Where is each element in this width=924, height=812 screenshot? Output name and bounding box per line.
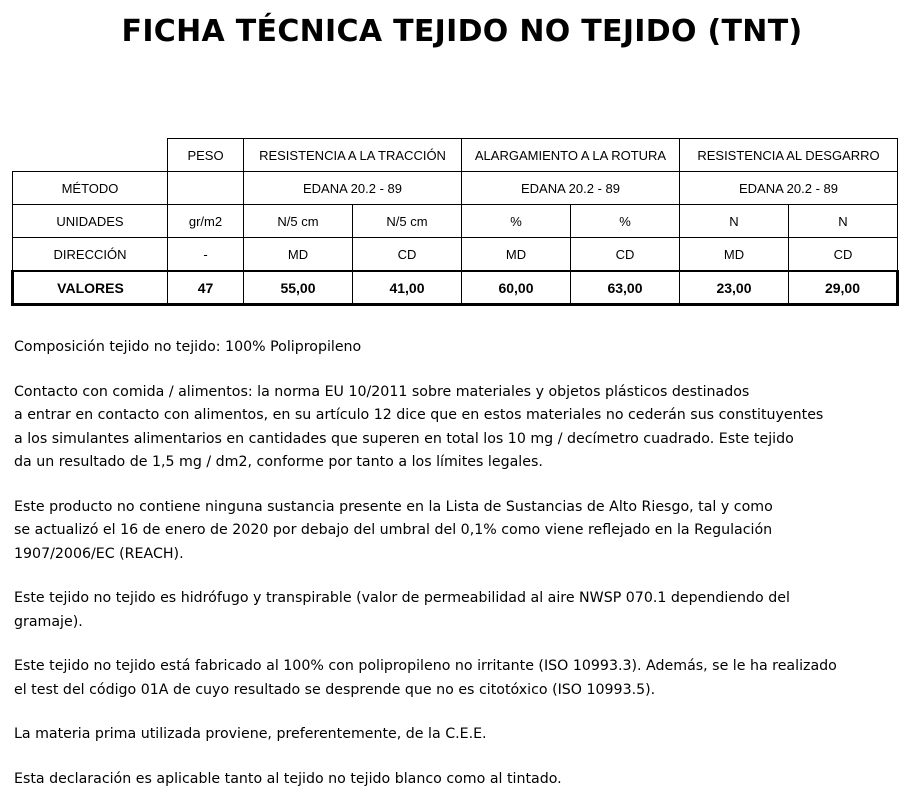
header-peso: PESO xyxy=(168,139,244,172)
metodo-traccion: EDANA 20.2 - 89 xyxy=(244,172,462,205)
metodo-alargamiento: EDANA 20.2 - 89 xyxy=(462,172,680,205)
text-line: Composición tejido no tejido: 100% Polipropileno xyxy=(14,339,362,355)
text-line: a los simulantes alimentarios en cantidades que superen en total los 10 mg / decímetro cuadrado. Este tejido xyxy=(14,430,794,447)
row-label-valores: VALORES xyxy=(13,271,168,305)
paragraph-iso xyxy=(14,655,914,702)
table-cell: MD xyxy=(462,238,571,272)
table-cell: CD xyxy=(353,238,462,272)
table-cell: 63,00 xyxy=(571,271,680,305)
text-line: da un resultado de 1,5 mg / dm2, conforme por tanto a los límites legales. xyxy=(14,454,543,470)
table-cell: N/5 cm xyxy=(353,205,462,238)
table-row-metodo xyxy=(13,172,898,205)
table-cell: N xyxy=(789,205,898,238)
table-cell: MD xyxy=(680,238,789,272)
text-line: el test del código 01A de cuyo resultado se desprende que no es citotóxico (ISO 10993.5). xyxy=(14,681,656,698)
table-cell: 29,00 xyxy=(789,271,898,305)
text-line: Esta declaración es aplicable tanto al tejido no tejido blanco como al tintado. xyxy=(14,770,562,787)
header-traccion: RESISTENCIA A LA TRACCIÓN xyxy=(244,139,462,172)
row-label-metodo: MÉTODO xyxy=(13,172,168,205)
text-line: La materia prima utilizada proviene, preferentemente, de la C.E.E. xyxy=(14,726,487,742)
table-cell: 47 xyxy=(168,271,244,305)
metodo-desgarro: EDANA 20.2 - 89 xyxy=(680,172,898,205)
text-line: 1907/2006/EC (REACH). xyxy=(14,545,184,562)
text-line: Este tejido no tejido es hidrófugo y transpirable (valor de permeabilidad al aire NWSP 070.1 dependiendo del xyxy=(14,590,790,606)
table-cell: N/5 cm xyxy=(244,205,353,238)
table-cell: 41,00 xyxy=(353,271,462,305)
text-line: se actualizó el 16 de enero de 2020 por debajo del umbral del 0,1% como viene reflejado en la Regulación xyxy=(14,522,773,538)
metodo-peso xyxy=(168,172,244,205)
table-cell: gr/m2 xyxy=(168,205,244,238)
table-cell: % xyxy=(462,205,571,238)
table-cell: 23,00 xyxy=(680,271,789,305)
table-cell: CD xyxy=(571,238,680,272)
table-cell: N xyxy=(680,205,789,238)
table-cell: % xyxy=(571,205,680,238)
paragraph-contacto-alimentos xyxy=(14,381,914,475)
paragraph-materia-prima xyxy=(14,723,914,747)
document-body xyxy=(14,336,914,812)
table-row-valores xyxy=(13,271,898,305)
table-cell: 60,00 xyxy=(462,271,571,305)
text-line: a entrar en contacto con alimentos, en su artículo 12 dice que en estos materiales no cederán sus constituyentes xyxy=(14,407,824,423)
text-line: Contacto con comida / alimentos: la norma EU 10/2011 sobre materiales y objetos plásticos destinados xyxy=(14,383,750,400)
spec-table xyxy=(11,138,899,306)
header-blank-cell xyxy=(13,139,168,172)
header-alargamiento: ALARGAMIENTO A LA ROTURA xyxy=(462,139,680,172)
document-title: FICHA TÉCNICA TEJIDO NO TEJIDO (TNT) xyxy=(121,14,803,49)
header-desgarro: RESISTENCIA AL DESGARRO xyxy=(680,139,898,172)
table-cell: MD xyxy=(244,238,353,272)
paragraph-reach xyxy=(14,496,914,567)
paragraph-hidrofugo xyxy=(14,587,914,634)
row-label-direccion: DIRECCIÓN xyxy=(13,238,168,272)
table-header-row xyxy=(13,139,898,172)
text-line: Este producto no contiene ninguna sustancia presente en la Lista de Sustancias de Alto Riesgo, tal y como xyxy=(14,498,773,515)
text-line: gramaje). xyxy=(14,613,83,630)
table-cell: 55,00 xyxy=(244,271,353,305)
table-cell: CD xyxy=(789,238,898,272)
text-line: Este tejido no tejido está fabricado al 100% con polipropileno no irritante (ISO 10993.3). Además, se le ha realizado xyxy=(14,658,837,674)
table-cell: - xyxy=(168,238,244,272)
paragraph-composicion xyxy=(14,336,914,360)
table-row-unidades xyxy=(13,205,898,238)
row-label-unidades: UNIDADES xyxy=(13,205,168,238)
paragraph-declaracion xyxy=(14,768,914,792)
table-row-direccion xyxy=(13,238,898,272)
